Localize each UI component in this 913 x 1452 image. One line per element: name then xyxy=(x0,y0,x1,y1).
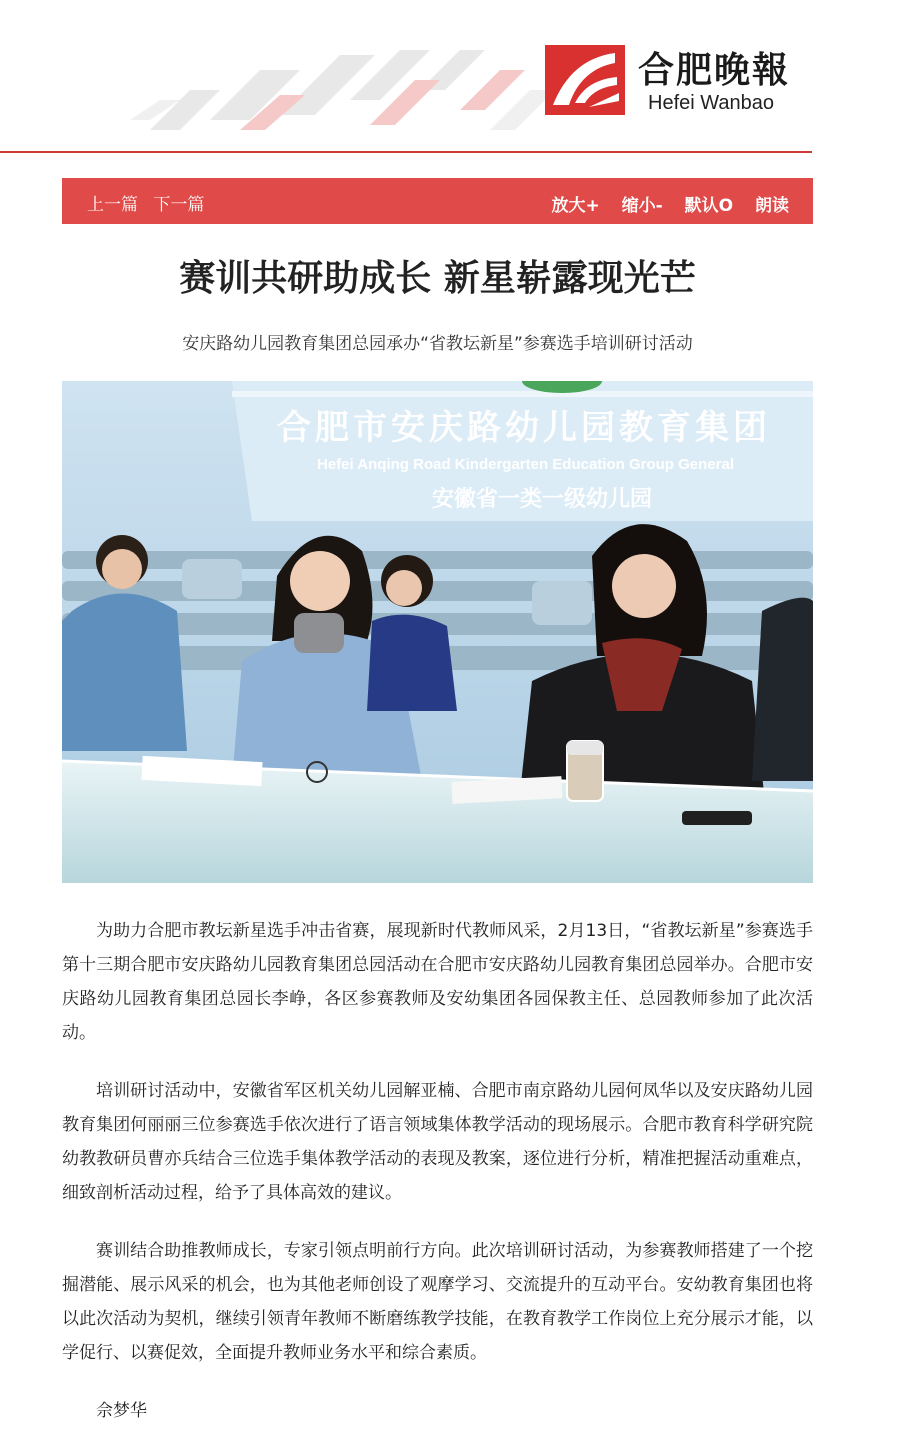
default-size-button[interactable]: 默认O xyxy=(684,196,734,216)
prev-article-link[interactable]: 上一篇 xyxy=(87,195,138,215)
article-toolbar xyxy=(62,178,813,224)
article-paragraph: 培训研讨活动中，安徽省军区机关幼儿园解亚楠、合肥市南京路幼儿园何凤华以及安庆路幼儿园教育集团何丽丽三位参赛选手依次进行了语言领域集体教学活动的现场展示。合肥市教育科学研究院幼教教研员曹亦兵结合三位选手集体教学活动的表现及教案，逐位进行分析，精准把握活动重难点，细致剖析活动过程，给予了具体高效的建议。 xyxy=(62,1081,813,1203)
masthead xyxy=(0,0,913,152)
zoom-out-button[interactable]: 缩小- xyxy=(621,196,663,216)
masthead-divider xyxy=(0,151,812,153)
article-paragraph: 为助力合肥市教坛新星选手冲击省赛，展现新时代教师风采，2月13日，“省教坛新星”参赛选手第十三期合肥市安庆路幼儿园教育集团总园活动在合肥市安庆路幼儿园教育集团总园举办。合肥市安庆路幼儿园教育集团总园长李峥，各区参赛教师及安幼集团各园保教主任、总园教师参加了此次活动。 xyxy=(62,921,813,1043)
sign-text-grade: 安徽省一类一级幼儿园 xyxy=(432,487,653,512)
article-body xyxy=(62,914,813,1452)
next-article-link[interactable]: 下一篇 xyxy=(153,195,205,215)
logo-mark-icon xyxy=(545,45,625,115)
brand-name-en: Hefei Wanbao xyxy=(648,92,774,114)
masthead-decoration xyxy=(130,20,570,135)
article-photo xyxy=(62,381,813,883)
reading-tools xyxy=(535,191,789,216)
article-author: 佘梦华 xyxy=(96,1401,147,1421)
article-paragraph: 赛训结合助推教师成长，专家引领点明前行方向。此次培训研讨活动，为参赛教师搭建了一个挖掘潜能、展示风采的机会，也为其他老师创设了观摩学习、交流提升的互动平台。安幼教育集团也将以此次活动为契机，继续引领青年教师不断磨练教学技能，在教育教学工作岗位上充分展示才能，以学促行、以赛促效，全面提升教师业务水平和综合素质。 xyxy=(62,1241,813,1363)
sign-text-en: Hefei Anqing Road Kindergarten Education Group General xyxy=(317,456,734,473)
read-aloud-button[interactable]: 朗读 xyxy=(755,196,789,216)
brand-name-cn: 合肥晚報 xyxy=(638,49,791,91)
sign-text-cn: 合肥市安庆路幼儿园教育集团 xyxy=(277,408,771,448)
article-subtitle: 安庆路幼儿园教育集团总园承办“省教坛新星”参赛选手培训研讨活动 xyxy=(182,334,693,354)
zoom-in-button[interactable]: 放大+ xyxy=(551,196,600,216)
article-title: 赛训共研助成长 新星崭露现光芒 xyxy=(179,258,696,299)
article-nav xyxy=(87,190,214,215)
